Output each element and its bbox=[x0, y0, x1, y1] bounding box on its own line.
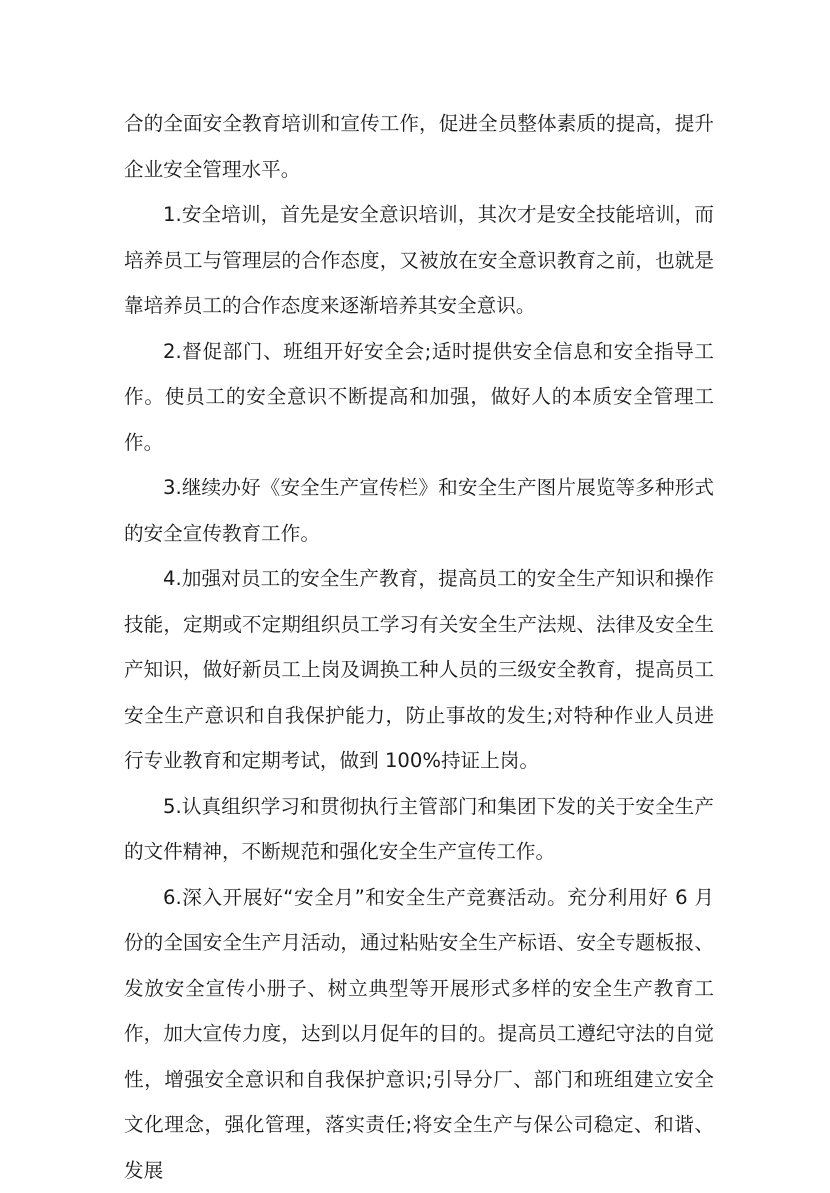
paragraph-item-6: 6.深入开展好“安全月”和安全生产竞赛活动。充分利用好 6 月份的全国安全生产月活动，通过粘贴安全生产标语、安全专题板报、发放安全宣传小册子、树立典型等开展形式多样的安全生产教育工作，加大宣传力度，达到以月促年的目的。提高员工遵纪守法的自觉性，增强安全意识和自我保护意识;引导分厂、部门和班组建立安全文化理念，强化管理，落实责任;将安全生产与保公司稳定、和谐、发展 bbox=[124, 875, 714, 1193]
document-body bbox=[124, 101, 714, 1193]
paragraph-item-3: 3.继续办好《安全生产宣传栏》和安全生产图片展览等多种形式的安全宣传教育工作。 bbox=[124, 465, 714, 556]
paragraph-item-2: 2.督促部门、班组开好安全会;适时提供安全信息和安全指导工作。使员工的安全意识不断提高和加强，做好人的本质安全管理工作。 bbox=[124, 329, 714, 466]
paragraph-continuation: 合的全面安全教育培训和宣传工作，促进全员整体素质的提高，提升企业安全管理水平。 bbox=[124, 101, 714, 192]
paragraph-item-4: 4.加强对员工的安全生产教育，提高员工的安全生产知识和操作技能，定期或不定期组织员工学习有关安全生产法规、法律及安全生产知识，做好新员工上岗及调换工种人员的三级安全教育，提高员工安全生产意识和自我保护能力，防止事故的发生;对特种作业人员进行专业教育和定期考试，做到 100%持证上岗。 bbox=[124, 556, 714, 784]
paragraph-item-1: 1.安全培训，首先是安全意识培训，其次才是安全技能培训，而培养员工与管理层的合作态度，又被放在安全意识教育之前，也就是靠培养员工的合作态度来逐渐培养其安全意识。 bbox=[124, 192, 714, 329]
paragraph-item-5: 5.认真组织学习和贯彻执行主管部门和集团下发的关于安全生产的文件精神，不断规范和强化安全生产宣传工作。 bbox=[124, 784, 714, 875]
